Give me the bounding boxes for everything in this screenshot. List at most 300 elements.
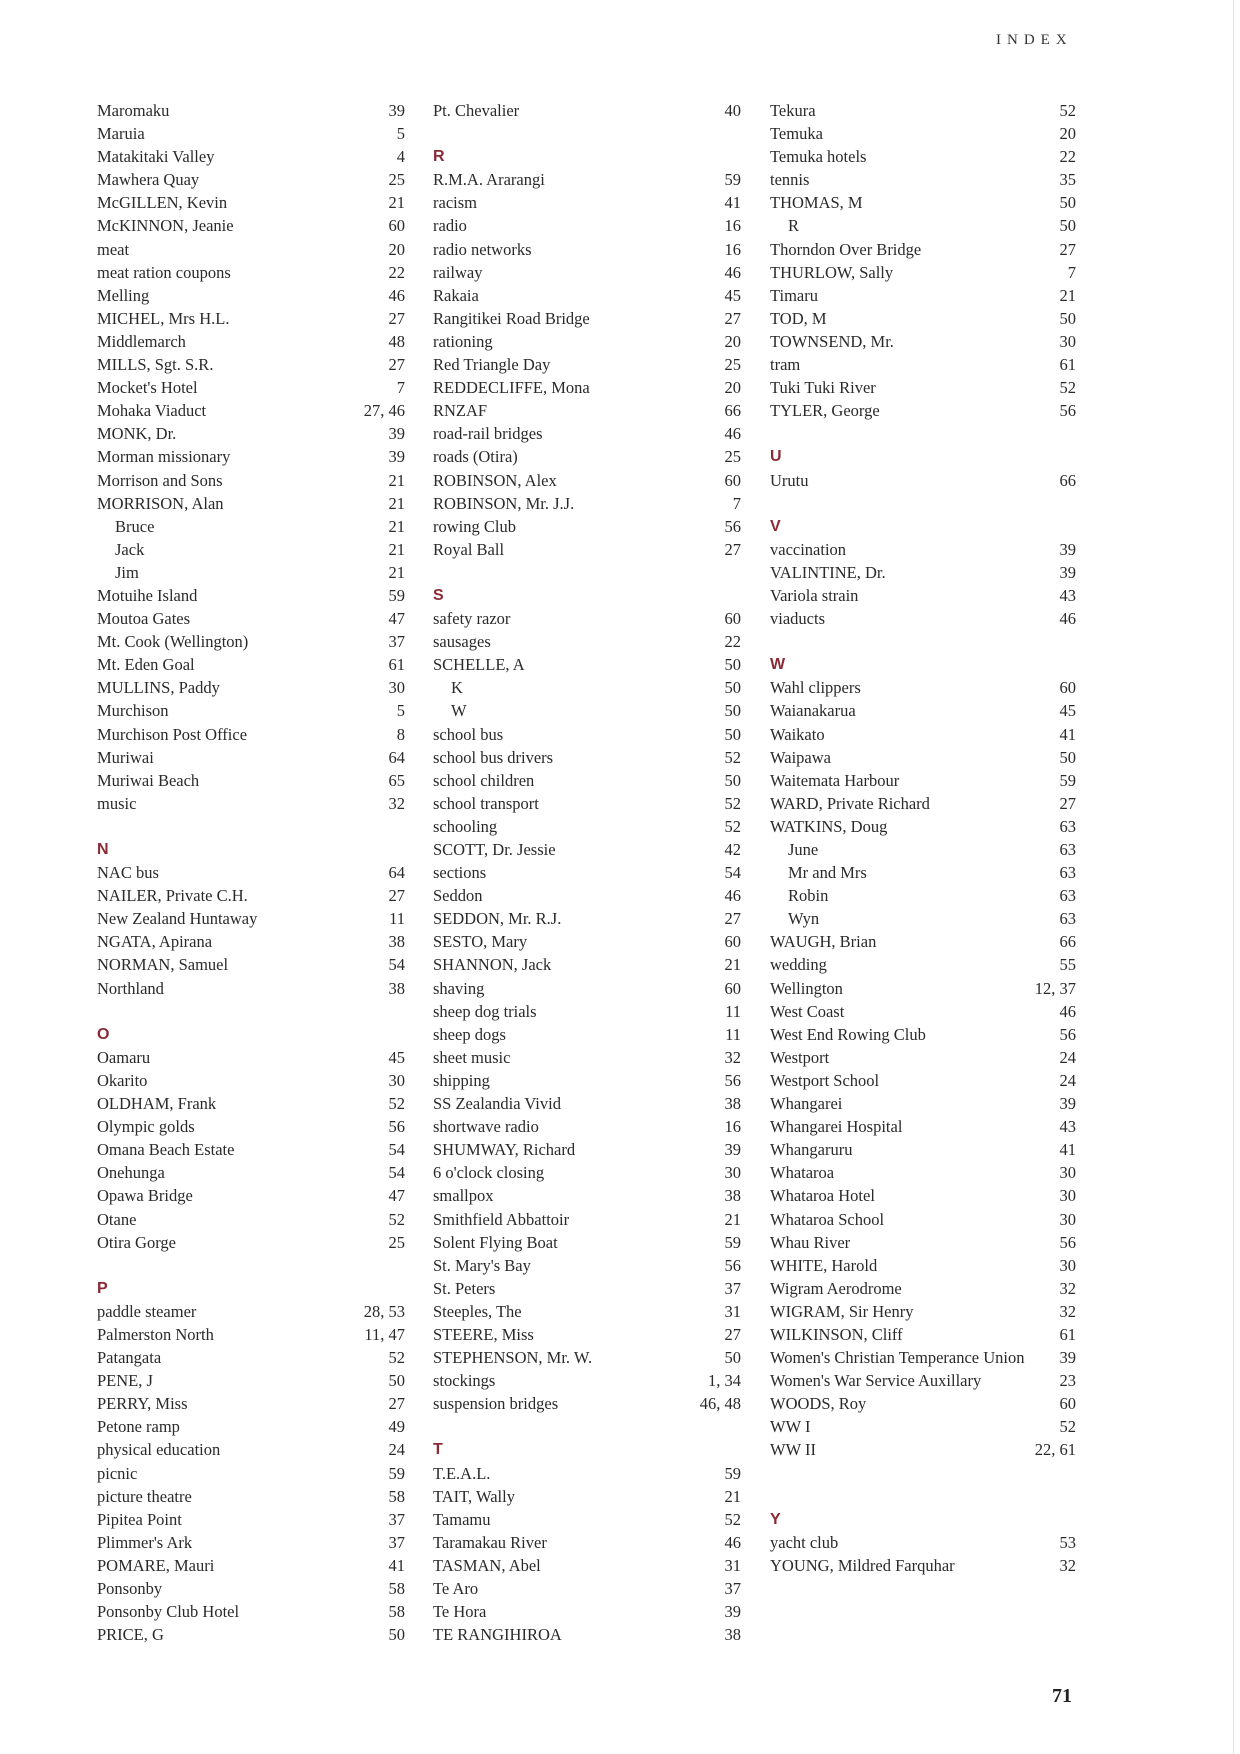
index-entry [770,723,1076,746]
index-term: SHANNON, Jack [433,955,552,975]
index-entry [97,307,405,330]
index-term: Mr and Mrs [788,863,867,883]
index-entry [97,861,405,884]
index-entry [433,1046,741,1069]
page-references: 50 [1059,216,1076,236]
index-term: SS Zealandia Vivid [433,1094,561,1114]
page-references: 60 [724,609,741,629]
page-references: 39 [388,447,405,467]
page-references: 59 [388,1463,405,1483]
index-entry [97,653,405,676]
index-term: Timaru [770,285,818,305]
index-term: safety razor [433,609,511,629]
index-term: schooling [433,816,498,836]
index-term: SHUMWAY, Richard [433,1140,576,1160]
page-references: 20 [724,331,741,351]
index-entry [770,1438,1076,1461]
index-entry [433,1161,741,1184]
index-entry [97,445,405,468]
letter-heading [97,1277,405,1300]
page-references: 50 [724,1348,741,1368]
page-references: 1, 34 [708,1371,741,1391]
letter-heading-label: R [433,148,445,166]
index-term: Pipitea Point [97,1509,182,1529]
page-references: 37 [724,1579,741,1598]
index-term: TAIT, Wally [433,1486,515,1506]
index-entry [97,469,405,492]
index-entry [97,884,405,907]
page-references: 37 [388,632,405,652]
page-references: 60 [388,216,405,236]
index-term: WAUGH, Brian [770,932,877,952]
index-entry [433,607,741,630]
page-references: 46 [724,886,741,906]
index-term: T.E.A.L. [433,1463,491,1483]
index-term: St. Peters [433,1278,496,1298]
index-term: Maruia [97,124,145,144]
page-references: 50 [1059,747,1076,767]
page-references: 52 [724,1509,741,1529]
index-term: Waianakarua [770,701,856,721]
index-entry [97,168,405,191]
index-term: STEERE, Miss [433,1324,534,1344]
page-references: 27 [724,1324,741,1344]
spacer [770,492,1076,515]
page-references: 21 [388,516,405,536]
index-term: rationing [433,331,493,351]
index-entry [433,1623,741,1646]
page-references: 50 [388,1371,405,1391]
page-references: 60 [724,978,741,998]
index-entry [97,99,405,122]
index-entry [97,238,405,261]
index-term: stockings [433,1371,496,1391]
index-entry [97,422,405,445]
index-term: Steeples, The [433,1301,522,1321]
index-term: Opawa Bridge [97,1186,193,1206]
index-term: TOD, M [770,308,827,328]
index-term: SCOTT, Dr. Jessie [433,840,556,859]
page-references: 56 [1059,1024,1076,1044]
index-entry [770,1023,1076,1046]
page-references: 42 [724,840,741,859]
letter-heading-label: T [433,1441,443,1459]
index-entry [433,538,741,561]
index-term: SESTO, Mary [433,932,528,952]
page-references: 52 [1059,1417,1076,1437]
spacer [97,1254,405,1277]
index-term: sheet music [433,1047,511,1067]
index-entry [97,1161,405,1184]
index-term: PERRY, Miss [97,1394,188,1414]
index-term: REDDECLIFFE, Mona [433,378,590,398]
page-references: 50 [724,655,741,675]
letter-heading [433,1438,741,1461]
page-references: 50 [724,770,741,790]
index-column-1 [97,99,405,1646]
page-references: 54 [388,1140,405,1160]
index-term: Whataroa School [770,1209,885,1229]
index-term: radio [433,216,467,236]
index-term: school children [433,770,535,790]
spacer [770,630,1076,653]
index-term: paddle steamer [97,1301,197,1321]
index-subentry [770,907,1076,930]
index-term: K [451,678,463,698]
page-references: 39 [388,424,405,444]
page-references: 63 [1059,886,1076,906]
index-term: Thorndon Over Bridge [770,239,922,259]
page-references: 16 [724,239,741,259]
page-references: 53 [1059,1532,1076,1552]
index-term: Waitemata Harbour [770,770,900,790]
index-entry [770,1161,1076,1184]
page-references: 50 [1059,308,1076,328]
index-entry [770,1184,1076,1207]
index-entry [97,1208,405,1231]
index-entry [433,1231,741,1254]
index-entry [770,1046,1076,1069]
page-references: 24 [1059,1047,1076,1067]
index-entry [97,376,405,399]
index-entry [770,1369,1076,1392]
index-term: yacht club [770,1532,839,1552]
page-references: 32 [724,1047,741,1067]
index-entry [770,353,1076,376]
page-references: 66 [724,401,741,421]
page-references: 28, 53 [363,1301,405,1321]
index-entry [770,376,1076,399]
index-entry [770,1531,1076,1554]
index-term: Mohaka Viaduct [97,401,207,421]
index-entry [433,1300,741,1323]
index-entry [770,1392,1076,1415]
index-entry [770,792,1076,815]
index-entry [770,168,1076,191]
index-entry [770,1323,1076,1346]
index-entry [433,1254,741,1277]
page-references: 21 [724,1486,741,1506]
index-entry [97,1369,405,1392]
page-references: 43 [1059,1117,1076,1137]
page-references: 21 [388,493,405,513]
index-term: Seddon [433,886,483,906]
page-references: 30 [1059,331,1076,351]
page-references: 20 [1059,124,1076,144]
page-references: 21 [388,562,405,582]
index-term: TYLER, George [770,401,880,421]
index-entry [97,1392,405,1415]
index-term: Ponsonby [97,1579,163,1598]
page-references: 63 [1059,863,1076,883]
index-term: YOUNG, Mildred Farquhar [770,1555,955,1575]
index-term: WW I [770,1417,811,1437]
index-entry [433,977,741,1000]
index-entry [97,353,405,376]
index-term: OLDHAM, Frank [97,1094,217,1114]
index-entry [97,953,405,976]
page-references: 47 [388,609,405,629]
index-entry [770,1115,1076,1138]
index-entry [433,168,741,191]
index-entry [770,191,1076,214]
index-entry [97,977,405,1000]
letter-heading-label: U [770,448,782,466]
index-entry [433,1600,741,1623]
index-term: shaving [433,978,485,998]
index-entry [433,746,741,769]
index-term: West Coast [770,1001,845,1021]
index-term: Women's Christian Temperance Union [770,1348,1025,1368]
index-entry [97,1092,405,1115]
letter-heading-label: O [97,1025,110,1043]
page-references: 38 [724,1625,741,1645]
index-entry [433,214,741,237]
page-references: 30 [724,1163,741,1183]
index-entry [770,676,1076,699]
letter-heading [97,838,405,861]
index-term: suspension bridges [433,1394,559,1414]
index-entry [433,1092,741,1115]
page-references: 61 [1059,1324,1076,1344]
page-references: 56 [724,1255,741,1275]
index-term: NAC bus [97,863,159,883]
page-references: 56 [388,1117,405,1137]
index-entry [770,1277,1076,1300]
letter-heading [97,1023,405,1046]
index-term: Matakitaki Valley [97,147,215,167]
page-references: 39 [388,101,405,120]
index-entry [97,261,405,284]
index-term: Otira Gorge [97,1232,176,1252]
index-term: MULLINS, Paddy [97,678,220,698]
index-term: R.M.A. Ararangi [433,170,545,190]
page-references: 45 [724,285,741,305]
index-entry [433,792,741,815]
page-references: 64 [388,747,405,767]
index-term: Petone ramp [97,1417,180,1437]
index-entry [97,699,405,722]
index-term: rowing Club [433,516,516,536]
index-entry [770,122,1076,145]
index-term: Mocket's Hotel [97,378,198,398]
letter-heading [770,445,1076,468]
page-references: 37 [388,1509,405,1529]
page-references: 56 [724,516,741,536]
page-references: 66 [1059,470,1076,490]
page-references: 7 [732,493,741,513]
index-entry [770,1208,1076,1231]
index-entry [97,1046,405,1069]
index-term: THOMAS, M [770,193,863,213]
index-term: Otane [97,1209,137,1229]
index-entry [770,1554,1076,1577]
page-references: 52 [1059,101,1076,120]
index-term: Onehunga [97,1163,165,1183]
index-entry [97,122,405,145]
page-references: 21 [724,1209,741,1229]
index-entry [770,284,1076,307]
spacer [97,1000,405,1023]
index-subentry [97,515,405,538]
index-entry [97,330,405,353]
index-term: Tamamu [433,1509,491,1529]
page-references: 46 [388,285,405,305]
index-entry [97,145,405,168]
index-entry [433,1069,741,1092]
index-term: Motuihe Island [97,585,198,605]
page-references: 52 [388,1348,405,1368]
index-entry [433,884,741,907]
index-entry [770,699,1076,722]
page-references: 46 [724,424,741,444]
page-references: 39 [1059,562,1076,582]
index-entry [433,1462,741,1485]
index-term: shipping [433,1070,490,1090]
page-references: 22 [724,632,741,652]
index-entry [433,422,741,445]
index-term: TASMAN, Abel [433,1555,541,1575]
page-references: 60 [1059,1394,1076,1414]
page-references: 65 [388,770,405,790]
index-entry [433,238,741,261]
letter-heading [433,145,741,168]
page-references: 38 [724,1094,741,1114]
letter-heading-label: S [433,586,444,604]
index-entry [433,723,741,746]
index-subentry [433,699,741,722]
page-references: 5 [396,701,405,721]
page-references: 59 [724,1463,741,1483]
index-term: Olympic golds [97,1117,195,1137]
index-column-2 [433,99,741,1646]
page-references: 11, 47 [364,1324,405,1344]
page-references: 27 [724,308,741,328]
page-references: 50 [388,1625,405,1645]
index-term: tennis [770,170,810,190]
page-references: 27 [1059,793,1076,813]
index-entry [433,907,741,930]
index-term: sheep dogs [433,1024,506,1044]
index-entry [770,930,1076,953]
index-term: New Zealand Huntaway [97,909,258,929]
index-entry [770,1231,1076,1254]
index-entry [433,376,741,399]
page-references: 5 [396,124,405,144]
index-term: Robin [788,886,829,906]
page-references: 32 [1059,1555,1076,1575]
index-term: SEDDON, Mr. R.J. [433,909,562,929]
index-entry [97,1115,405,1138]
index-entry [770,1254,1076,1277]
index-entry [97,792,405,815]
index-term: Variola strain [770,585,859,605]
index-entry [97,723,405,746]
index-entry [97,492,405,515]
page-references: 52 [724,747,741,767]
page-references: 11 [725,1001,741,1021]
spacer [433,561,741,584]
index-term: radio networks [433,239,532,259]
index-term: St. Mary's Bay [433,1255,531,1275]
index-term: sausages [433,632,491,652]
index-term: Whataroa Hotel [770,1186,875,1206]
page-references: 56 [1059,1232,1076,1252]
page-references: 38 [724,1186,741,1206]
index-entry [770,815,1076,838]
index-entry [97,1069,405,1092]
index-entry [97,1438,405,1461]
index-entry [97,1531,405,1554]
page-references: 60 [724,470,741,490]
index-entry [433,930,741,953]
letter-heading-label: W [770,656,786,674]
index-entry [97,907,405,930]
page-references: 25 [724,447,741,467]
page-references: 11 [725,1024,741,1044]
index-term: MILLS, Sgt. S.R. [97,355,214,375]
page-references: 7 [396,378,405,398]
page-references: 27 [388,1394,405,1414]
index-entry [97,1184,405,1207]
page-number: 71 [1052,1685,1072,1707]
index-term: smallpox [433,1186,494,1206]
index-term: Westport [770,1047,830,1067]
index-entry [433,353,741,376]
index-term: Whangaruru [770,1140,853,1160]
index-subentry [97,538,405,561]
index-term: vaccination [770,539,847,559]
index-term: Waikato [770,724,825,744]
index-term: ROBINSON, Alex [433,470,557,490]
index-term: Moutoa Gates [97,609,191,629]
page-references: 37 [388,1532,405,1552]
page-references: 40 [724,101,741,120]
index-term: Wigram Aerodrome [770,1278,902,1298]
index-term: TOWNSEND, Mr. [770,331,894,351]
index-term: POMARE, Mauri [97,1555,215,1575]
page-references: 49 [388,1417,405,1437]
letter-heading-label: Y [770,1510,781,1528]
page-references: 60 [1059,678,1076,698]
index-term: meat [97,239,130,259]
index-term: MICHEL, Mrs H.L. [97,308,230,328]
index-term: picture theatre [97,1486,192,1506]
page-references: 35 [1059,170,1076,190]
index-term: McKINNON, Jeanie [97,216,234,236]
index-entry [433,1554,741,1577]
index-entry [97,1300,405,1323]
index-term: WHITE, Harold [770,1255,878,1275]
page-references: 59 [388,585,405,605]
index-entry [770,1346,1076,1369]
page-references: 58 [388,1579,405,1598]
index-entry [433,1115,741,1138]
page-references: 41 [1059,724,1076,744]
page-references: 56 [1059,401,1076,421]
index-term: Murchison Post Office [97,724,248,744]
page-references: 47 [388,1186,405,1206]
page-references: 56 [724,1070,741,1090]
index-entry [433,815,741,838]
index-term: sections [433,863,487,883]
index-term: shortwave radio [433,1117,539,1137]
page-references: 59 [724,170,741,190]
index-subentry [770,838,1076,861]
index-term: Tekura [770,101,816,120]
index-subentry [770,861,1076,884]
page-references: 46 [1059,609,1076,629]
